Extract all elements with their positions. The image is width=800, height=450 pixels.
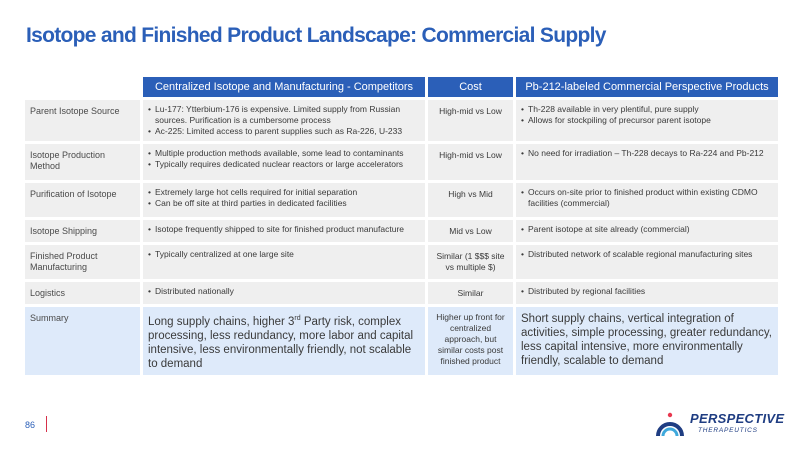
list-item: • Allows for stockpiling of precursor parent isotope [521, 115, 773, 126]
logo-subtitle: THERAPEUTICS [698, 427, 758, 434]
list-item: • Distributed by regional facilities [521, 286, 773, 297]
row-label: Finished Product Manufacturing [25, 245, 140, 279]
header-competitors: Centralized Isotope and Manufacturing - Competitors [143, 77, 425, 97]
row-label: Summary [25, 307, 140, 375]
perspective-cell [516, 282, 778, 304]
list-item: • Ac-225: Limited access to parent supplies such as Ra-226, U-233 [148, 126, 420, 137]
list-item: • Typically requires dedicated nuclear reactors or large accelerators [148, 159, 420, 170]
row-label: Parent Isotope Source [25, 100, 140, 141]
perspective-arc-logo-icon [654, 408, 686, 440]
comparison-table [22, 74, 781, 378]
list-item: • Th-228 available in very plentiful, pure supply [521, 104, 773, 115]
list-item: • Parent isotope at site already (commercial) [521, 224, 773, 235]
cost-cell: Similar [428, 282, 513, 304]
row-label: Isotope Shipping [25, 220, 140, 242]
competitors-cell [143, 183, 425, 217]
list-item: • Lu-177: Ytterbium-176 is expensive. Limited supply from Russian sources. Purification is a cumbersome process [148, 104, 420, 126]
table-row [25, 183, 778, 217]
summary-row [25, 307, 778, 375]
table-row [25, 100, 778, 141]
competitors-cell [143, 282, 425, 304]
header-blank [25, 77, 140, 97]
summary-competitors-text-rest: Party risk, complex processing, less redundancy, more labor and capital intensive, less environmentally friendly, not scalable to demand [148, 315, 414, 370]
row-label: Logistics [25, 282, 140, 304]
perspective-cell [516, 100, 778, 141]
list-item: • Typically centralized at one large site [148, 249, 420, 260]
footer-divider [46, 416, 47, 432]
page-title: Isotope and Finished Product Landscape: Commercial Supply [26, 24, 606, 47]
page-number: 86 [25, 420, 36, 430]
competitors-cell [143, 220, 425, 242]
row-label: Purification of Isotope [25, 183, 140, 217]
cost-cell: Mid vs Low [428, 220, 513, 242]
list-item: • Isotope frequently shipped to site for finished product manufacture [148, 224, 420, 235]
competitors-cell [143, 144, 425, 180]
list-item: • Can be off site at third parties in dedicated facilities [148, 198, 420, 209]
table-row [25, 220, 778, 242]
list-item: • Occurs on-site prior to finished product within existing CDMO facilities (commercial) [521, 187, 773, 209]
cost-cell: High-mid vs Low [428, 100, 513, 141]
header-perspective: Pb-212-labeled Commercial Perspective Products [516, 77, 778, 97]
list-item: • Extremely large hot cells required for initial separation [148, 187, 420, 198]
table-header-row [25, 77, 778, 97]
table-row [25, 282, 778, 304]
superscript-rd: rd [294, 315, 301, 322]
table-row [25, 245, 778, 279]
list-item: • No need for irradiation – Th-228 decays to Ra-224 and Pb-212 [521, 148, 773, 159]
header-cost: Cost [428, 77, 513, 97]
row-label: Isotope Production Method [25, 144, 140, 180]
perspective-cell [516, 220, 778, 242]
perspective-cell [516, 245, 778, 279]
logo-name: PERSPECTIVE [690, 411, 785, 426]
summary-cost: Higher up front for centralized approach, but similar costs post finished product [428, 307, 513, 375]
cost-cell: High-mid vs Low [428, 144, 513, 180]
summary-competitors-text: Long supply chains, higher 3 [148, 315, 295, 328]
company-logo [654, 408, 784, 440]
list-item: • Distributed network of scalable regional manufacturing sites [521, 249, 773, 260]
competitors-cell [143, 245, 425, 279]
perspective-cell [516, 183, 778, 217]
summary-competitors [143, 307, 425, 375]
competitors-cell [143, 100, 425, 141]
perspective-cell [516, 144, 778, 180]
summary-perspective: Short supply chains, vertical integration of activities, simple processing, greater redundancy, less capital intensive, more environmentally friendly, scalable to demand [516, 307, 778, 375]
cost-cell: High vs Mid [428, 183, 513, 217]
list-item: • Distributed nationally [148, 286, 420, 297]
list-item: • Multiple production methods available, some lead to contaminants [148, 148, 420, 159]
table-row [25, 144, 778, 180]
cost-cell: Similar (1 $$$ site vs multiple $) [428, 245, 513, 279]
